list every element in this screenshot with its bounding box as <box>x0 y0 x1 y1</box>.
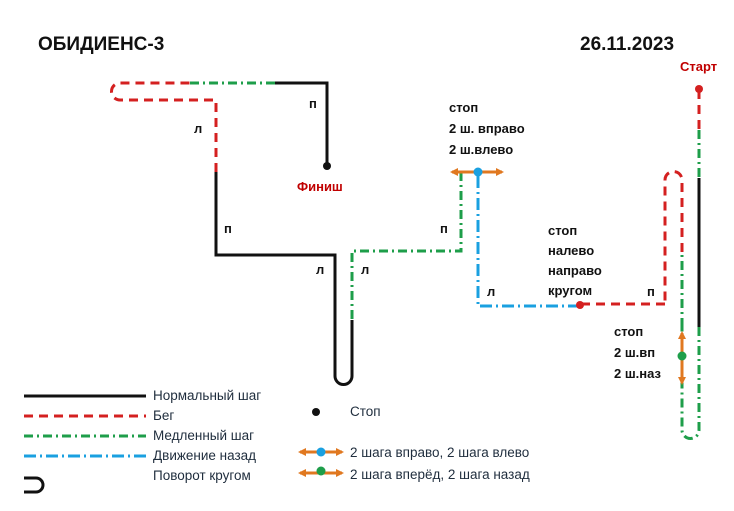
legend-swatch-fwdback <box>300 467 342 476</box>
course-date: 26.11.2023 <box>580 34 675 55</box>
turn-label-right-4: п <box>647 284 655 299</box>
legend-label-normal: Нормальный шаг <box>153 388 262 403</box>
svg-text:кругом: кругом <box>548 283 593 298</box>
svg-text:2 ш.вп: 2 ш.вп <box>614 345 656 360</box>
start-label: Старт <box>680 59 718 74</box>
svg-text:2 ш.наз: 2 ш.наз <box>614 366 661 381</box>
turn-label-right-1: п <box>309 96 317 111</box>
legend-label-stop: Стоп <box>350 404 381 419</box>
segment-run-hairpin <box>665 172 682 305</box>
svg-text:стоп: стоп <box>614 324 644 339</box>
svg-text:направо: направо <box>548 263 602 278</box>
legend-label-side: 2 шага вправо, 2 шага влево <box>350 445 530 460</box>
course-path <box>112 83 700 439</box>
svg-text:налево: налево <box>548 243 595 258</box>
turn-label-left-3: л <box>361 262 370 277</box>
turn-label-right-2: п <box>224 221 232 236</box>
svg-text:2 ш.влево: 2 ш.влево <box>449 142 514 157</box>
turn-label-right-3: п <box>440 221 448 236</box>
legend-label-back: Движение назад <box>153 448 257 463</box>
course-title: ОБИДИЕНС-3 <box>38 34 165 55</box>
svg-text:стоп: стоп <box>449 100 479 115</box>
legend-label-turn: Поворот кругом <box>153 468 251 483</box>
legend-swatch-side <box>300 448 342 457</box>
legend-swatch-stop <box>312 408 320 416</box>
svg-text:стоп: стоп <box>548 223 578 238</box>
finish-label: Финиш <box>297 179 343 194</box>
start-dot <box>695 85 703 93</box>
finish-dot <box>323 162 331 170</box>
legend-swatch-turn <box>24 478 43 492</box>
note-stop-fwd <box>614 324 662 381</box>
fwd-back-step-arrow <box>678 333 687 383</box>
svg-text:2 ш. вправо: 2 ш. вправо <box>449 121 525 136</box>
legend <box>24 388 530 492</box>
legend-label-fwdback: 2 шага вперёд, 2 шага назад <box>350 467 530 482</box>
note-stop-side <box>449 100 525 157</box>
segment-normal-finish <box>275 83 327 166</box>
turn-label-left-4: л <box>487 284 496 299</box>
legend-label-run: Бег <box>153 408 175 423</box>
segment-slow-hairpin <box>682 327 699 439</box>
stop-turns-dot <box>576 301 584 309</box>
segment-run-lefthook <box>112 83 191 100</box>
turn-label-left-2: л <box>316 262 325 277</box>
note-stop-turns <box>548 223 602 298</box>
legend-label-slow: Медленный шаг <box>153 428 255 443</box>
turn-label-left-1: л <box>194 121 203 136</box>
segment-normal-hairpin <box>216 172 352 385</box>
segment-run-up <box>168 100 216 172</box>
segment-slow-mid <box>352 172 461 320</box>
